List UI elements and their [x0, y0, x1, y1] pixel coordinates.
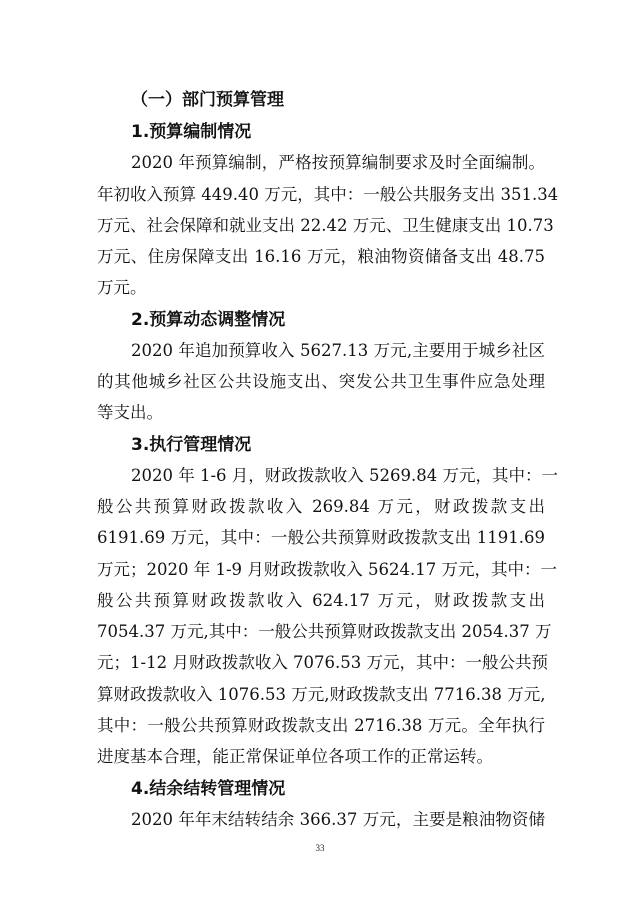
sub1-line-2: 年初收入预算 449.40 万元，其中：一般公共服务支出 351.34 — [97, 185, 559, 204]
sub1-line-4: 万元、住房保障支出 16.16 万元，粮油物资储备支出 48.75 — [97, 247, 545, 266]
sub3-line-1: 2020 年 1-6 月，财政拨款收入 5269.84 万元，其中：一 — [131, 466, 559, 485]
sub1-line-5: 万元。 — [97, 278, 147, 297]
sub3-line-9: 其中：一般公共预算财政拨款支出 2716.38 万元。全年执行 — [97, 716, 545, 735]
sub3-line-2: 般公共预算财政拨款收入 269.84 万元，财政拨款支出 — [97, 497, 545, 516]
sub4-line-1: 2020 年年末结转结余 366.37 万元，主要是粮油物资储 — [131, 810, 545, 829]
sub3-line-10: 进度基本合理，能正常保证单位各项工作的正常运转。 — [97, 747, 493, 766]
sub1-line-3: 万元、社会保障和就业支出 22.42 万元、卫生健康支出 10.73 — [97, 216, 554, 235]
sub1-line-1: 2020 年预算编制，严格按预算编制要求及时全面编制。 — [131, 153, 545, 172]
sub3-line-4: 万元；2020 年 1-9 月财政拨款收入 5624.17 万元，其中：一 — [97, 560, 558, 579]
sub3-line-5: 般公共预算财政拨款收入 624.17 万元，财政拨款支出 — [97, 591, 545, 610]
sub3-line-6: 7054.37 万元,其中：一般公共预算财政拨款支出 2054.37 万 — [97, 622, 552, 641]
sub2-heading: 2.预算动态调整情况 — [131, 310, 286, 330]
page-number: 33 — [315, 843, 325, 853]
sub1-heading: 1.预算编制情况 — [131, 122, 252, 142]
sub3-line-8: 算财政拨款收入 1076.53 万元,财政拨款支出 7716.38 万元, — [97, 685, 546, 704]
section-title: （一）部门预算管理 — [131, 90, 284, 110]
sub3-heading: 3.执行管理情况 — [131, 435, 252, 455]
sub2-line-3: 等支出。 — [97, 403, 163, 422]
sub2-line-1: 2020 年追加预算收入 5627.13 万元,主要用于城乡社区 — [131, 341, 545, 360]
sub3-line-3: 6191.69 万元，其中：一般公共预算财政拨款支出 1191.69 — [97, 528, 545, 547]
sub3-line-7: 元；1-12 月财政拨款收入 7076.53 万元，其中：一般公共预 — [97, 653, 549, 672]
sub2-line-2: 的其他城乡社区公共设施支出、突发公共卫生事件应急处理 — [97, 372, 545, 391]
sub4-heading: 4.结余结转管理情况 — [131, 779, 286, 799]
